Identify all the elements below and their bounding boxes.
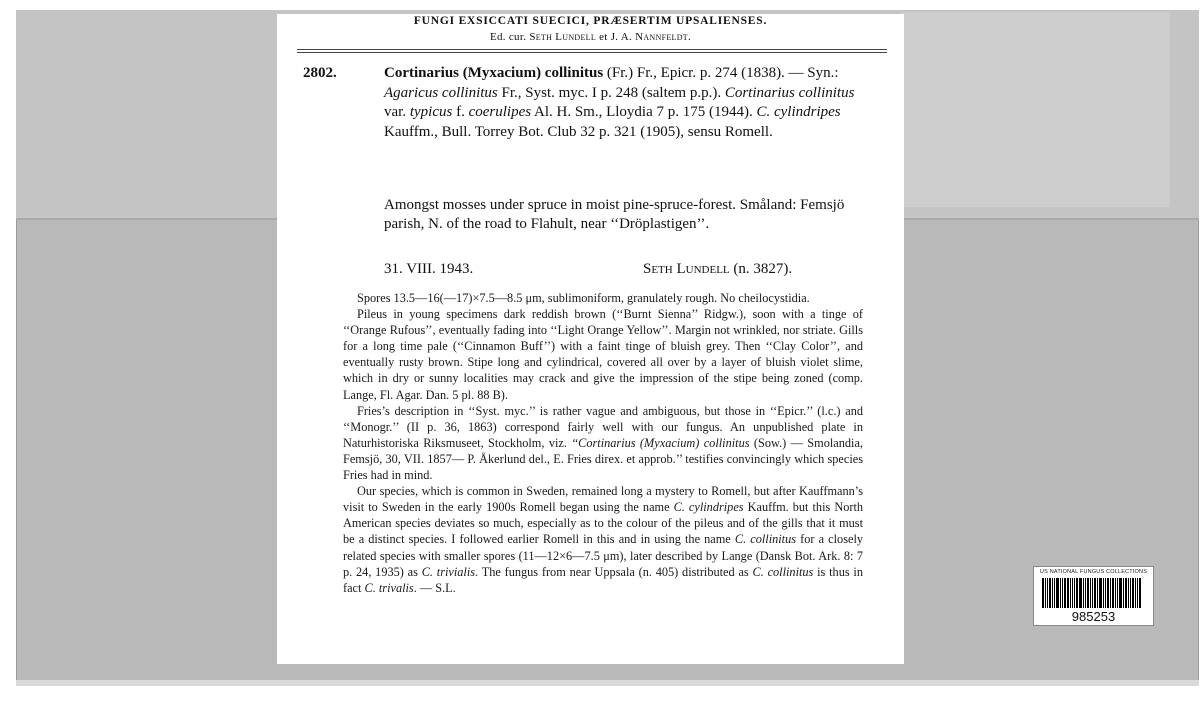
- barcode-bar: [1137, 578, 1138, 608]
- packet-shadow: [16, 680, 1199, 686]
- barcode-bar: [1110, 578, 1111, 608]
- collection-date: 31. VIII. 1943.: [384, 261, 474, 277]
- barcode-bar: [1105, 578, 1106, 608]
- barcode-bar: [1076, 578, 1078, 608]
- barcode-bar: [1049, 578, 1051, 608]
- collector: [643, 261, 792, 278]
- note-paragraph: Fries’s description in ‘‘Syst. myc.’’ is rather vague and ambiguous, but those in ‘‘Epicr.’’ (l.c.) and ‘‘Monogr.’’ (II p. 36, 1863) correspond fairly well with our fungus. An unpublished plate in Naturhistoriska Riksmuseet, Stockholm, viz. ‘‘Cortinarius (Myxacium) collinitus (Sow.) — Smolandia, Femsjö, 30, VII. 1857— P. Åkerlund del., E. Fries direx. et approb.’’ testifies convincingly which species Fries had in mind.: [343, 403, 863, 483]
- barcode-bar: [1045, 578, 1046, 608]
- barcode-bar: [1047, 578, 1048, 608]
- barcode-bar: [1099, 578, 1102, 608]
- taxon-name: Cortinarius (Myxacium) collinitus: [384, 65, 604, 81]
- barcode-label: [1033, 566, 1154, 626]
- barcode-bar: [1042, 578, 1044, 608]
- header-rule: [297, 52, 887, 53]
- barcode-bar: [1139, 578, 1141, 608]
- note-paragraph: Pileus in young specimens dark reddish brown (‘‘Burnt Sienna’’ Ridgw.), soon with a tinge of ‘‘Orange Rufous’’, eventually fading into ‘‘Light Orange Yellow’’. Margin not wrinkled, nor striate. Gills for a long time pale (‘‘Cinnamon Buff’’) with a faint tinge of bluish grey. Then ‘‘Clay Color’’, and eventually rusty brown. Stipe long and cylindrical, covered all over by a layer of bluish violet slime, which in dry or sunny localities may crack and give the impression of the stipe being zoned (comp. Lange, Fl. Agar. Dan. 5 pl. 88 B).: [343, 307, 863, 402]
- barcode-bar: [1125, 578, 1127, 608]
- barcode-number: 985253: [1071, 609, 1116, 624]
- habitat-locality: Amongst mosses under spruce in moist pine-spruce-forest. Småland: Femsjö parish, N. of the road to Flahult, near ‘‘Dröplastigen’’.: [384, 197, 845, 233]
- editor-name: J. A. Nannfeldt: [610, 31, 688, 43]
- barcode-bar: [1062, 578, 1063, 608]
- barcode-bar: [1097, 578, 1098, 608]
- barcode-bar: [1056, 578, 1059, 608]
- barcode-bar: [1087, 578, 1089, 608]
- barcode-bar: [1054, 578, 1055, 608]
- barcode-bar: [1128, 578, 1129, 608]
- exsiccata-label: [277, 14, 904, 664]
- barcode-bar: [1064, 578, 1066, 608]
- barcode-bar: [1119, 578, 1122, 608]
- barcode-bar: [1060, 578, 1061, 608]
- barcode-bar: [1083, 578, 1084, 608]
- barcode-bar: [1130, 578, 1131, 608]
- barcode-bar: [1112, 578, 1114, 608]
- collector-name: Seth Lundell: [643, 261, 730, 277]
- editor-name: Seth Lundell: [529, 31, 597, 43]
- barcode-bar: [1135, 578, 1136, 608]
- note-paragraph: Spores 13.5—16(—17)×7.5—8.5 μm, sublimoniform, granulately rough. No cheilocystidia.: [357, 291, 810, 305]
- barcode-bar: [1070, 578, 1071, 608]
- barcode-bar: [1052, 578, 1053, 608]
- barcode-bar: [1067, 578, 1069, 608]
- packet-flap-highlight: [900, 12, 1170, 207]
- barcode-bar: [1085, 578, 1086, 608]
- barcode-bar: [1094, 578, 1096, 608]
- taxon-entry: Cortinarius (Myxacium) collinitus (Fr.) Fr., Epicr. p. 274 (1838). — Syn.: Agaricus collinitus Fr., Syst. myc. I p. 248 (saltem p.p.). Cortinarius collinitus var. typicus f. coerulipes Al. H. Sm., Lloydia 7 p. 175 (1944). C. cylindripes Kauffm., Bull. Torrey Bot. Club 32 p. 321 (1905), sensu Romell.: [384, 65, 855, 140]
- note-paragraph: Our species, which is common in Sweden, remained long a mystery to Romell, but after Kauffmann’s visit to Sweden in the early 1900s Romell began using the name C. cylindripes Kauffm. but this North American species deviates so much, especially as to the colour of the pileus and of the gills that it must be a distinct species. I followed earlier Romell in this and in using the name C. collinitus for a closely related species with smaller spores (11—12×6—7.5 μm), later described by Lange (Dansk Bot. Ark. 8: 7 p. 24, 1935) as C. trivialis. The fungus from near Uppsala (n. 405) distributed as C. collinitus is thus in fact C. trivalis. — S.L.: [343, 484, 864, 595]
- barcode-title: US NATIONAL FUNGUS COLLECTIONS: [1039, 569, 1148, 575]
- barcode-bars: [1042, 578, 1146, 608]
- barcode-bar: [1079, 578, 1082, 608]
- barcode-bar: [1123, 578, 1124, 608]
- descriptive-notes: [343, 290, 863, 596]
- barcode-bar: [1115, 578, 1116, 608]
- exsiccata-number: 2802.: [303, 65, 337, 81]
- series-title: FUNGI EXSICCATI SUECICI, PRÆSERTIM UPSALIENSES.: [413, 15, 768, 27]
- barcode-bar: [1090, 578, 1091, 608]
- collector-number: (n. 3827).: [729, 261, 793, 277]
- header-rule: [297, 49, 887, 50]
- barcode-bar: [1072, 578, 1073, 608]
- barcode-bar: [1074, 578, 1075, 608]
- barcode-bar: [1092, 578, 1093, 608]
- barcode-bar: [1107, 578, 1109, 608]
- barcode-bar: [1117, 578, 1118, 608]
- barcode-bar: [1103, 578, 1104, 608]
- barcode-bar: [1132, 578, 1134, 608]
- series-editors: Ed. cur. Seth Lundell et J. A. Nannfeldt.: [489, 31, 692, 43]
